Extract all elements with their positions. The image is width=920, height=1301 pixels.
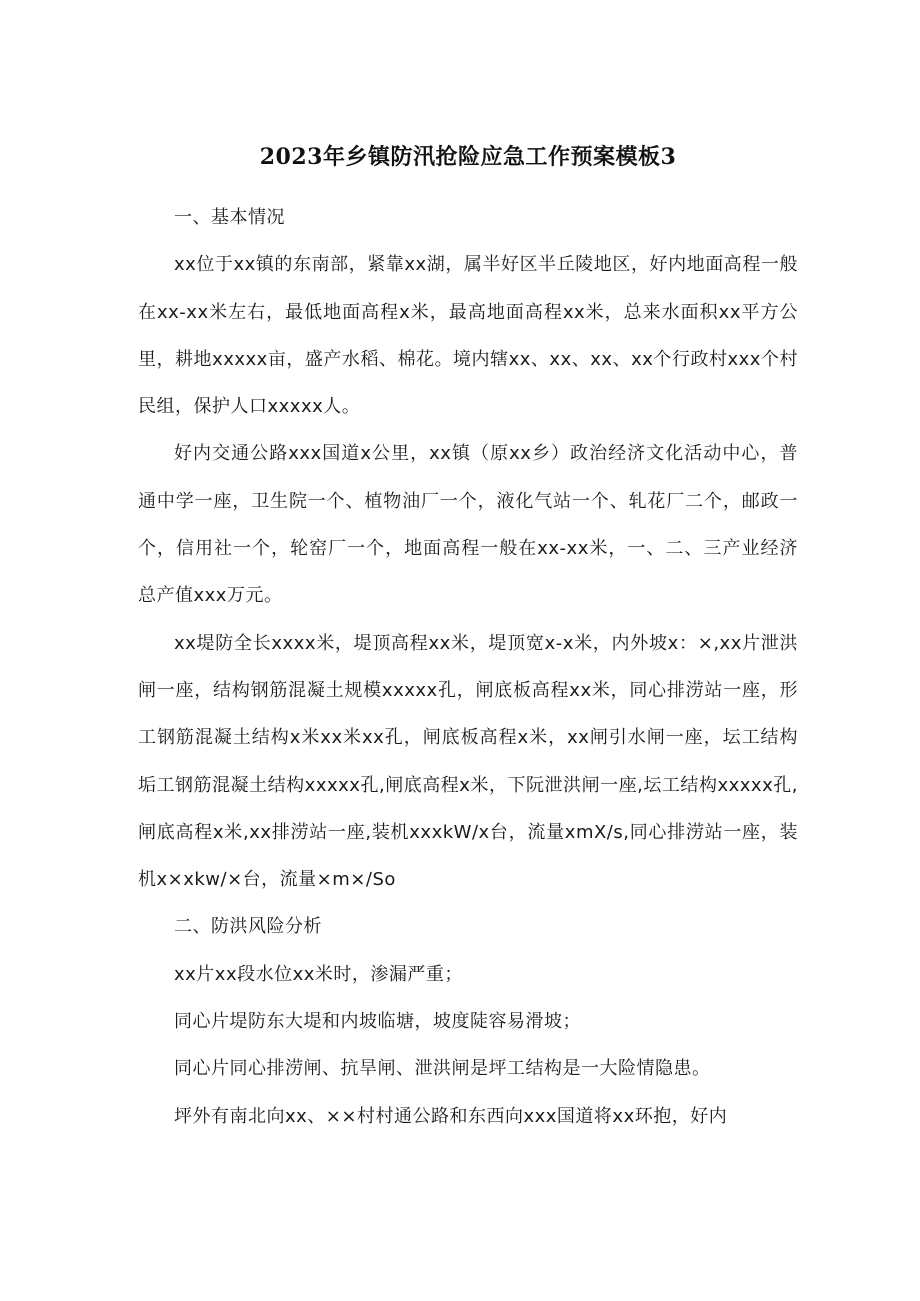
- paragraph-seepage: xx片xx段水位xx米时，渗漏严重；: [174, 963, 463, 985]
- paragraph-landslide: 同心片堤防东大堤和内坡临塘，坡度陡容易滑坡；: [174, 1011, 581, 1033]
- document-page: [138, 128, 798, 1140]
- paragraph-roads: 坪外有南北向xx、××村村通公路和东西向xxx国道将xx环抱，好内: [174, 1105, 728, 1127]
- document-title: 2023年乡镇防汛抢险应急工作预案模板3: [259, 144, 677, 170]
- paragraph-embankment: xx堤防全长xxxx米，堤顶高程xx米，堤顶宽x-x米，内外坡x：×,xx片泄洪闸一座，结构钢筋混凝土规模xxxxx孔，闸底板高程xx米，同心排涝站一座，形工钢筋混凝土结构x米xx米xx孔，闸底板高程x米，xx闸引水闸一座，坛工结构垢工钢筋混凝土结构xxxxx孔,闸底高程x米，下阮泄洪闸一座,坛工结构xxxxx孔,闸底高程x米,xx排涝站一座,装机xxxkW∕x台，流量xmX∕s,同心排涝站一座，装机x×xkw∕×台，流量×m×∕So: [138, 632, 798, 891]
- section-heading-basic-info: 一、基本情况: [174, 207, 285, 228]
- paragraph-location: xx位于xx镇的东南部，紧靠xx湖，属半好区半丘陵地区，好内地面高程一般在xx-xx米左右，最低地面高程x米，最高地面高程xx米，总来水面积xx平方公里，耕地xxxxx亩，盛产水稻、棉花。境内辖xx、xx、xx、xx个行政村xxx个村民组，保护人口xxxxx人。: [138, 254, 798, 418]
- paragraph-transport: 好内交通公路xxx国道x公里，xx镇（原xx乡）政治经济文化活动中心，普通中学一座，卫生院一个、植物油厂一个，液化气站一个、轧花厂二个，邮政一个，信用社一个，轮窑厂一个，地面高程一般在xx-xx米，一、二、三产业经济总产值xxx万元。: [138, 443, 798, 607]
- section-heading-flood-risk: 二、防洪风险分析: [174, 916, 322, 938]
- paragraph-sluice-hazard: 同心片同心排涝闸、抗旱闸、泄洪闸是坪工结构是一大险情隐患。: [174, 1058, 711, 1080]
